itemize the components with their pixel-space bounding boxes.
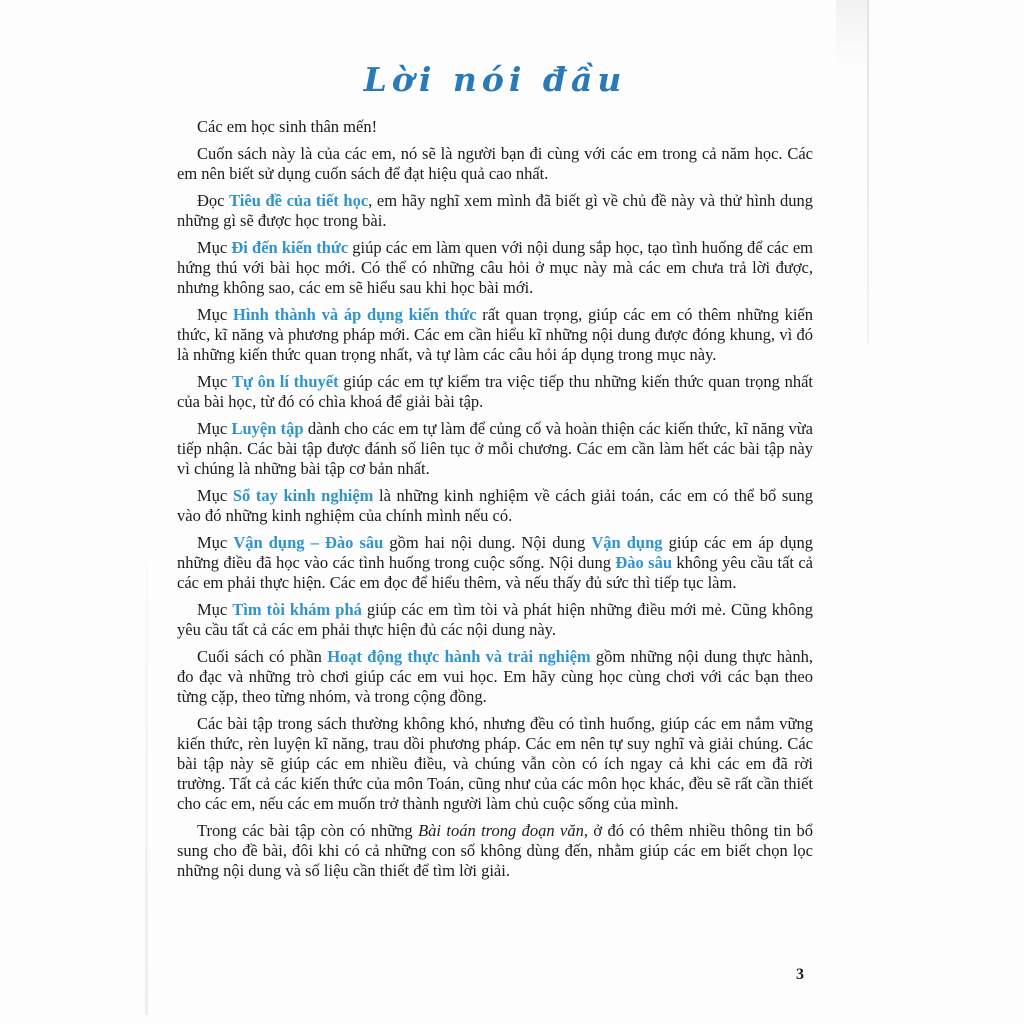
section-keyword: Sổ tay kinh nghiệm bbox=[232, 486, 374, 505]
text-segment: giúp các em tự kiểm tra việc tiếp thu những kiến thức quan trọng nhất của bài học, từ đó có chìa khoá để giải bài tập. bbox=[177, 372, 814, 411]
text-segment: Mục bbox=[197, 305, 234, 324]
paragraph-list bbox=[177, 117, 813, 888]
text-segment: Các em học sinh thân mến! bbox=[197, 117, 378, 136]
text-segment: Mục bbox=[197, 238, 232, 257]
text-segment: gồm hai nội dung. Nội dung bbox=[383, 533, 592, 552]
text-segment: Cuốn sách này là của các em, nó sẽ là người bạn đi cùng với các em trong cả năm học. Các em nên biết sử dụng cuốn sách để đạt hiệu quả cao nhất. bbox=[177, 144, 813, 183]
paragraph bbox=[177, 486, 813, 526]
text-segment: giúp các em áp dụng những điều đã học vào các tình huống trong cuộc sống. Nội dung bbox=[177, 533, 813, 572]
text-segment: Mục bbox=[197, 486, 233, 505]
text-segment: rất quan trọng, giúp các em có thêm những kiến thức, kĩ năng và phương pháp mới. Các em cần hiểu kĩ những nội dung được đóng khung, vì đó là những kiến thức quan trọng nhất, và tự làm các câu hỏi áp dụng trong mục này. bbox=[177, 305, 813, 364]
text-segment: gồm những nội dung thực hành, đo đạc và những trò chơi giúp các em vui học. Em hãy cùng học cùng chơi với các bạn theo từng cặp, theo từng nhóm, và trong cộng đồng. bbox=[177, 647, 813, 706]
text-segment: là những kinh nghiệm về cách giải toán, các em có thể bổ sung vào đó những kinh nghiệm của chính mình nếu có. bbox=[177, 486, 813, 525]
paragraph bbox=[177, 305, 813, 365]
section-keyword: Tìm tòi khám phá bbox=[232, 600, 362, 619]
page-number: 3 bbox=[796, 966, 804, 983]
paragraph bbox=[177, 821, 813, 881]
paragraph bbox=[177, 533, 813, 593]
paragraph bbox=[177, 372, 813, 412]
scan-edge-line bbox=[867, 0, 869, 345]
section-keyword: Hình thành và áp dụng kiến thức bbox=[233, 305, 477, 324]
section-keyword: Vận dụng bbox=[591, 533, 663, 552]
section-keyword: Tiêu đề của tiết học bbox=[229, 191, 369, 210]
text-segment: Đọc bbox=[197, 191, 230, 210]
scan-edge-shadow bbox=[145, 555, 148, 1015]
paragraph bbox=[177, 144, 813, 184]
paragraph bbox=[177, 117, 813, 137]
section-keyword: Tự ôn lí thuyết bbox=[231, 372, 339, 391]
text-segment: không yêu cầu tất cả các em phải thực hiện. Các em đọc để hiểu thêm, và nếu thấy đủ sức thì tiếp tục làm. bbox=[177, 553, 814, 592]
section-keyword: Đào sâu bbox=[615, 553, 673, 572]
page-title: Lời nói đầu bbox=[363, 60, 627, 99]
paragraph bbox=[177, 419, 813, 479]
text-segment: , em hãy nghĩ xem mình đã biết gì về chủ đề này và thử hình dung những gì sẽ được học trong bài. bbox=[177, 191, 813, 230]
text-segment: Mục bbox=[197, 533, 234, 552]
section-keyword: Vận dụng – Đào sâu bbox=[233, 533, 384, 552]
section-keyword: Đi đến kiến thức bbox=[231, 238, 349, 257]
text-segment: dành cho các em tự làm để củng cố và hoàn thiện các kiến thức, kĩ năng vừa tiếp nhận. Các bài tập được đánh số liên tục ở mỗi chương. Các em cần làm hết các bài tập này vì chúng là những bài tập cơ bản nhất. bbox=[177, 419, 813, 478]
text-segment: Các bài tập trong sách thường không khó, nhưng đều có tình huống, giúp các em nắm vững kiến thức, rèn luyện kĩ năng, trau dồi phương pháp. Các em nên tự suy nghĩ và giải chúng. Các bài tập này sẽ giúp các em nhiều điều, và chúng vẫn còn có ích ngay cả khi các em đã rời trường. Tất cả các kiến thức của môn Toán, cũng như của các môn học khác, đều sẽ rất cần thiết cho các em, nếu các em muốn trở thành người làm chủ cuộc sống của mình. bbox=[177, 714, 813, 813]
scan-artifact bbox=[836, 0, 868, 70]
text-segment: , ở đó có thêm nhiều thông tin bổ sung cho đề bài, đôi khi có cả những con số không dùng đến, nhằm giúp các em biết chọn lọc những nội dung và số liệu cần thiết để tìm lời giải. bbox=[177, 821, 814, 880]
section-keyword: Hoạt động thực hành và trải nghiệm bbox=[327, 647, 591, 666]
text-segment: Trong các bài tập còn có những bbox=[197, 821, 419, 840]
text-segment: giúp các em làm quen với nội dung sắp học, tạo tình huống để các em hứng thú với bài học mới. Có thể có những câu hỏi ở mục này mà các em chưa trả lời được, nhưng không sao, các em sẽ hiểu sau khi học bài mới. bbox=[177, 238, 813, 297]
paragraph bbox=[177, 238, 813, 298]
paragraph bbox=[177, 714, 813, 814]
text-segment: Mục bbox=[197, 600, 233, 619]
italic-phrase: Bài toán trong đoạn văn bbox=[418, 821, 584, 840]
paragraph bbox=[177, 191, 813, 231]
section-keyword: Luyện tập bbox=[231, 419, 304, 438]
paragraph bbox=[177, 647, 813, 707]
text-segment: giúp các em tìm tòi và phát hiện những điều mới mẻ. Cũng không yêu cầu tất cả các em phải thực hiện đủ các nội dung này. bbox=[177, 600, 813, 639]
text-segment: Cuối sách có phần bbox=[197, 647, 328, 666]
text-segment: Mục bbox=[197, 372, 232, 391]
text-segment: Mục bbox=[197, 419, 232, 438]
paragraph bbox=[177, 600, 813, 640]
